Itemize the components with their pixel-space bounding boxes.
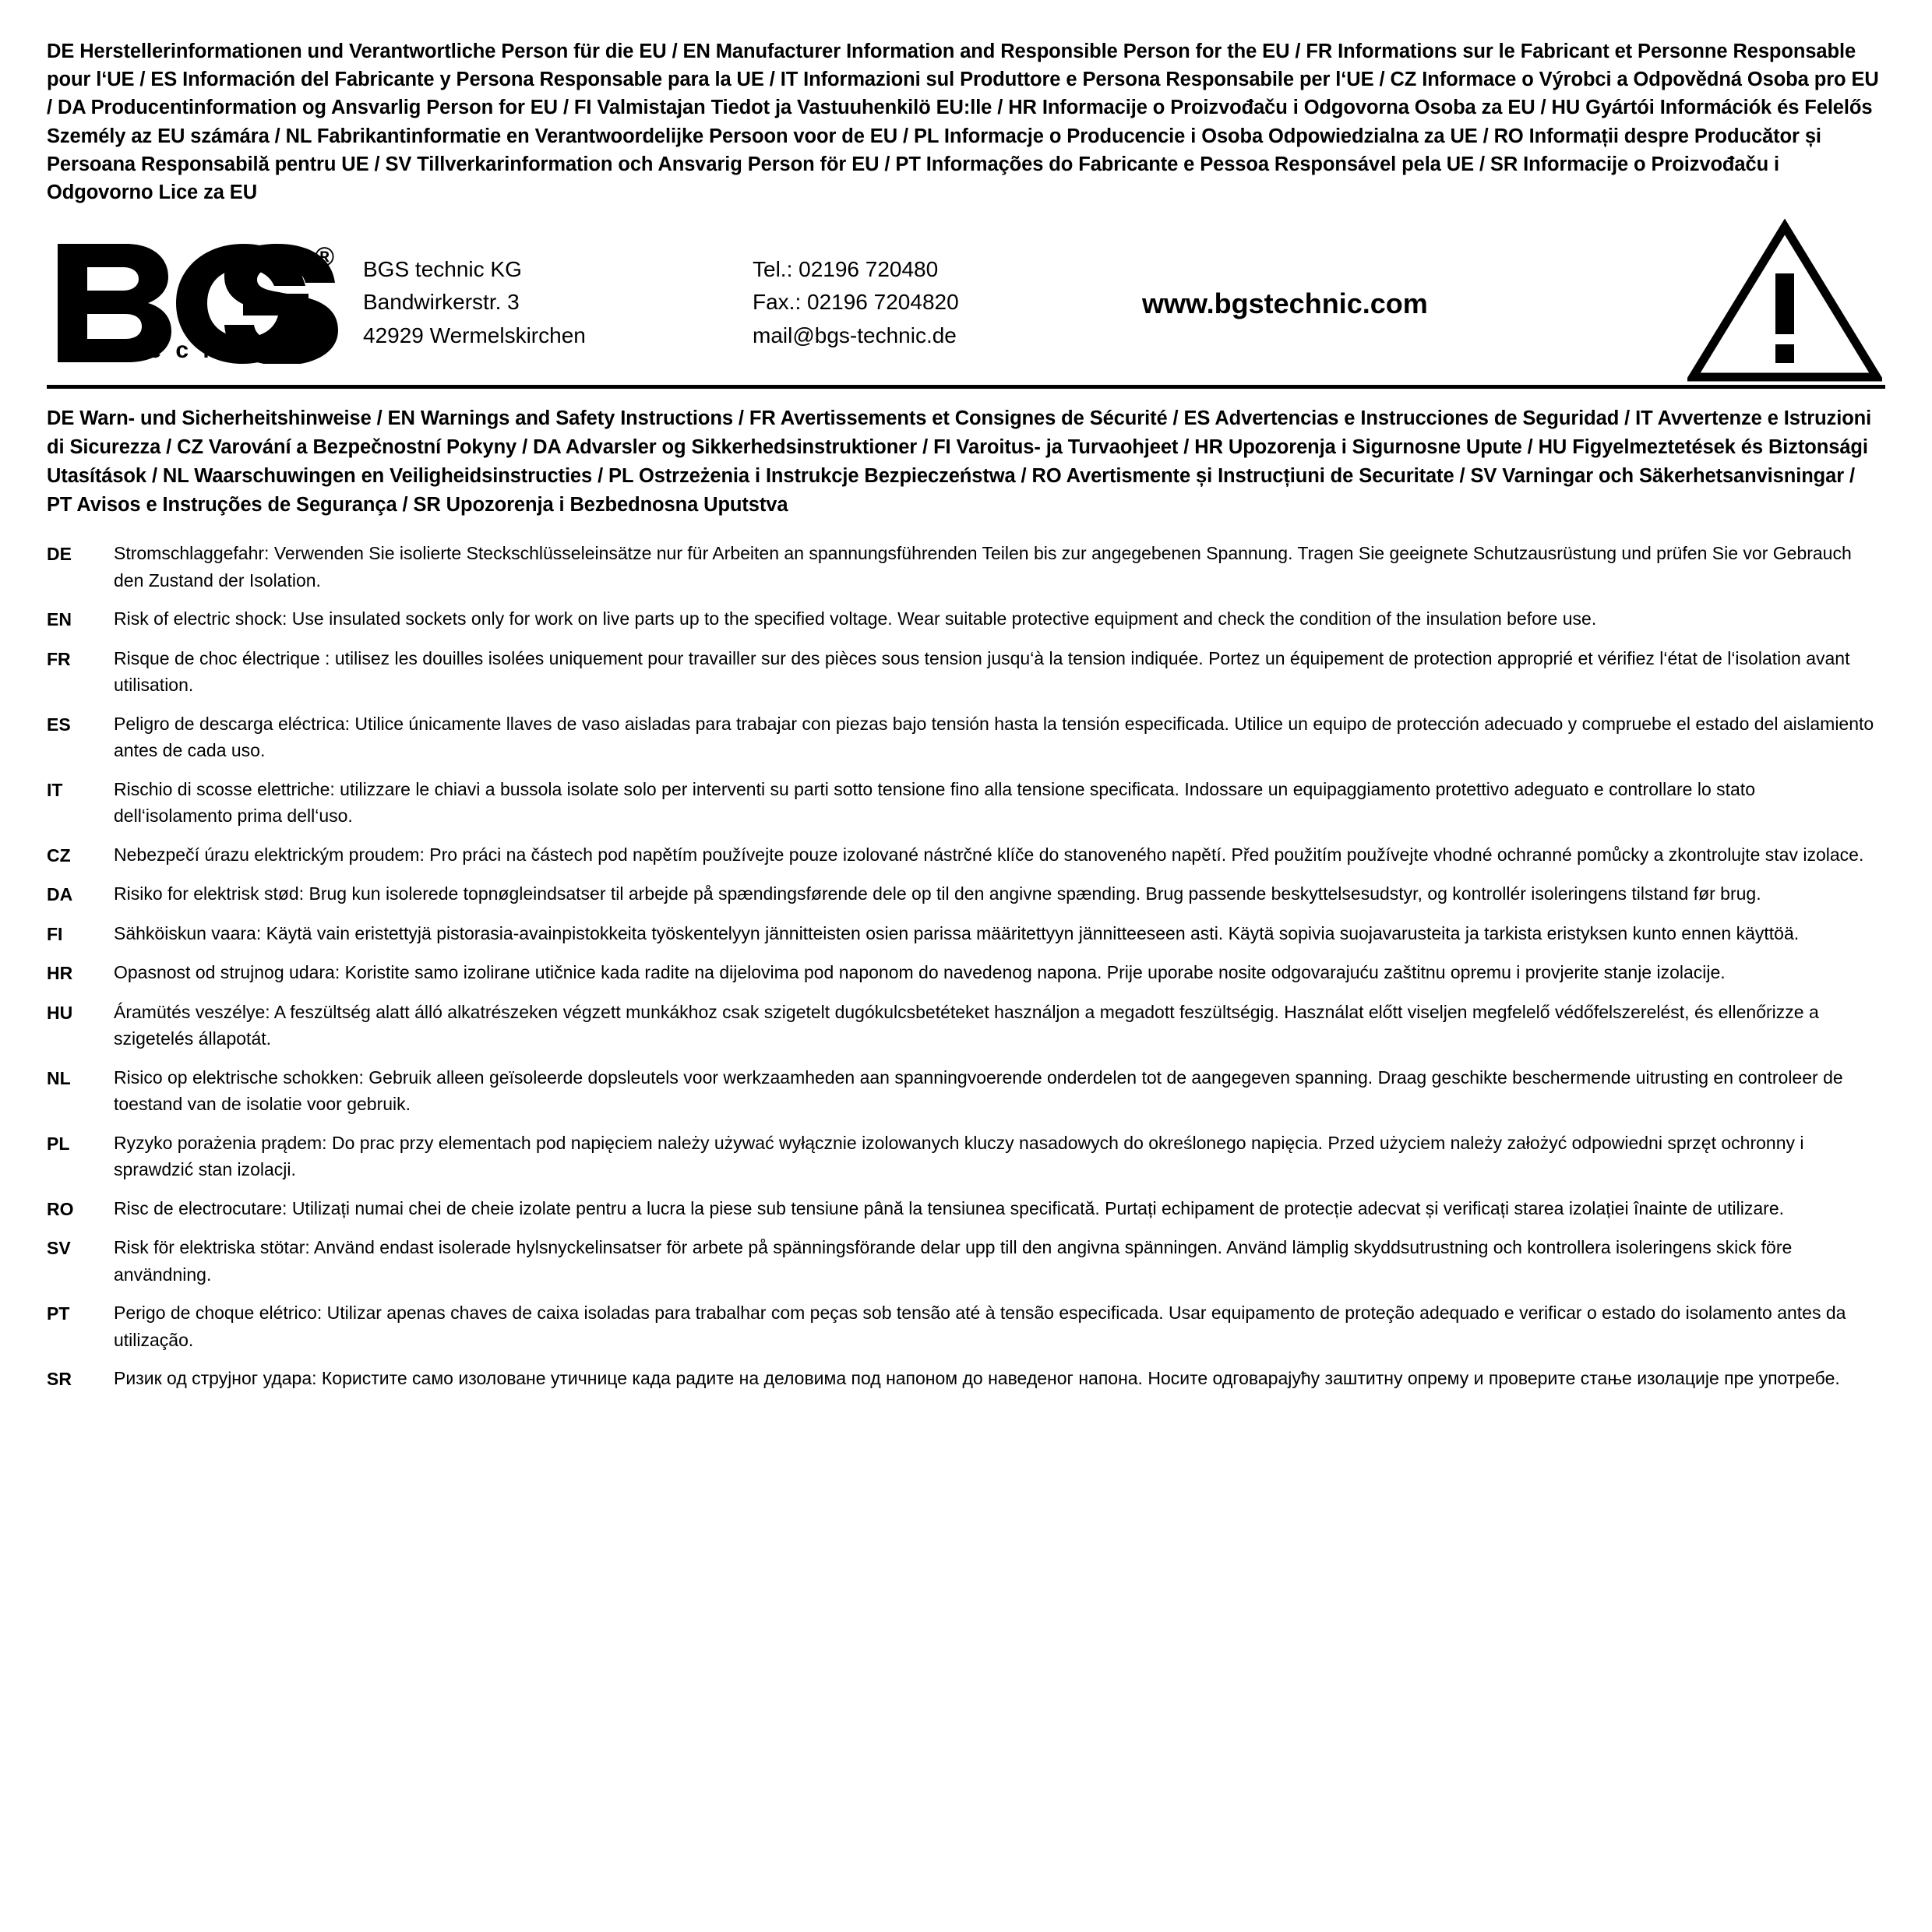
company-address — [363, 250, 753, 353]
list-item — [47, 710, 1885, 764]
language-code: FR — [47, 648, 71, 669]
list-item — [47, 1130, 1885, 1183]
list-item — [47, 841, 1885, 869]
warning-text: Risk of electric shock: Use insulated sockets only for work on live parts up to the specified voltage. Wear suitable protective equipment and check the condition of the insulation before use. — [114, 608, 1597, 629]
warnings-list — [47, 540, 1885, 1393]
language-code: PT — [47, 1303, 70, 1324]
safety-instructions-heading: DE Warn- und Sicherheitshinweise / EN Warnings and Safety Instructions / FR Avertissements et Consignes de Sécurité / ES Advertencias e Instrucciones de Seguridad / IT Avvertenze e Istruzioni di Sicurezza / CZ Varování a Bezpečnostní Pokyny / DA Advarsler og Sikkerhedsinstruktioner / FI Varoitus- ja Turvaohjeet / HR Upozorenja i Sigurnosne Upute / HU Figyelmeztetések és Biztonsági Utasítások / NL Waarschuwingen en Veiligheidsinstructies / PL Ostrzeżenia i Instrukcje Bezpieczeństwa / RO Avertismente și Instrucțiuni de Securitate / SV Varningar och Säkerhetsanvisningar / PT Avisos e Instruções de Segurança / SR Upozorenja i Bezbednosna Uputstva — [47, 407, 1872, 516]
language-code: ES — [47, 714, 71, 735]
language-code: DE — [47, 544, 72, 565]
warning-text: Risiko for elektrisk stød: Brug kun isolerede topnøgleindsatser til arbejde på spændingsførende dele op til den angivne spænding. Brug passende beskyttelsesudstyr, og kontrollér isoleringens tilstand før brug. — [114, 883, 1761, 904]
list-item — [47, 999, 1885, 1052]
company-email: mail@bgs-technic.de — [753, 323, 957, 347]
warning-text: Risico op elektrische schokken: Gebruik alleen geïsoleerde dopsleutels voor werkzaamheden aan spanningvoerende onderdelen tot de aangegeven spanning. Draag geschikte beschermende uitrusting en controleer de toestand van de isolatie voor gebruik. — [114, 1066, 1843, 1115]
company-contact — [753, 250, 1119, 353]
list-item — [47, 605, 1885, 633]
svg-text:t e c h n i c: t e c h n i c — [126, 337, 298, 363]
list-item — [47, 1299, 1885, 1353]
company-tel: Tel.: 02196 720480 — [753, 256, 939, 281]
warning-triangle — [1672, 217, 1885, 385]
company-city: 42929 Wermelskirchen — [363, 323, 586, 347]
language-code: HR — [47, 963, 73, 984]
list-item — [47, 645, 1885, 699]
warning-text: Sähköiskun vaara: Käytä vain eristettyjä pistorasia-avainpistokkeita työskentelyyn jännitteisten osien parissa määritettyyn jännitteeseen asti. Käytä sopivia suojavarusteita ja tarkista eristyksen kunto ennen käyttöä. — [114, 922, 1800, 943]
language-code: RO — [47, 1198, 74, 1219]
svg-text:®: ® — [315, 242, 335, 272]
language-code: DA — [47, 884, 73, 905]
company-fax: Fax.: 02196 7204820 — [753, 290, 959, 315]
warning-text: Stromschlaggefahr: Verwenden Sie isolierte Steckschlüsseleinsätze nur für Arbeiten an spannungsführenden Teilen bis zur angegebenen Spannung. Tragen Sie geeignete Schutzausrüstung und prüfen Sie vor Gebrauch den Zustand der Isolation. — [114, 543, 1852, 591]
list-item — [47, 920, 1885, 948]
list-item — [47, 776, 1885, 830]
list-item — [47, 1195, 1885, 1223]
list-item — [47, 540, 1885, 594]
warning-text: Risk för elektriska stötar: Använd endast isolerade hylsnyckelinsatser för arbete på spänningsförande delar upp till den angivna spänningen. Använd lämplig skyddsutrustning och kontrollera isoleringens skick före användning. — [114, 1237, 1793, 1285]
warning-text: Perigo de choque elétrico: Utilizar apenas chaves de caixa isoladas para trabalhar com peças sob tensão até à tensão especificada. Usar equipamento de proteção adequado e verificar o estado do isolamento antes da utilização. — [114, 1303, 1846, 1350]
warning-text: Risc de electrocutare: Utilizați numai chei de cheie izolate pentru a lucra la piese sub tensiune până la tensiunea specificată. Purtați echipament de protecție adecvat și verificați starea izolației înainte de utilizare. — [114, 1197, 1785, 1218]
warning-text: Opasnost od strujnog udara: Koristite samo izolirane utičnice kada radite na dijelovima pod naponom do navedenog napona. Prije uporabe nosite odgovarajuću zaštitnu opremu i provjerite stanje izolacije. — [114, 962, 1726, 983]
company-website: www.bgstechnic.com — [1142, 287, 1428, 319]
list-item — [47, 1365, 1885, 1393]
warning-text: Áramütés veszélye: A feszültség alatt álló alkatrészeken végzett munkákhoz csak szigetelt dugókulcsbetéteket használjon a megadott feszültségig. Használat előtt viseljen megfelelő védőfelszerelést, és ellenőrizze a szigetelés állapotát. — [114, 1001, 1819, 1049]
list-item — [47, 1064, 1885, 1118]
warning-text: Ризик од струјног удара: Користите само изоловане утичнице када радите на деловима под напоном до наведеног напона. Носите одговарајућу заштитну опрему и проверите стање изолације пре употребе. — [114, 1368, 1840, 1389]
language-code: NL — [47, 1067, 71, 1088]
list-item — [47, 959, 1885, 987]
company-info-band — [47, 217, 1885, 389]
warning-text: Peligro de descarga eléctrica: Utilice únicamente llaves de vaso aisladas para trabajar con piezas bajo tensión hasta la tensión especificada. Utilice un equipo de protección adecuado y compruebe el estado del aislamiento antes de cada uso. — [114, 713, 1874, 761]
language-code: SR — [47, 1369, 72, 1390]
language-code: CZ — [47, 844, 71, 866]
language-code: HU — [47, 1002, 73, 1023]
manufacturer-info-heading: DE Herstellerinformationen und Verantwortliche Person für die EU / EN Manufacturer Information and Responsible Person for the EU / FR Informations sur le Fabricant et Personne Responsable pour l‘UE / ES Información del Fabricante y Persona Responsable para la UE / IT Informazioni sul Produttore e Persona Responsabile per l‘UE / CZ Informace o Výrobci a Odpovědná Osoba pro EU / DA Producentinformation og Ansvarlig Person for EU / FI Valmistajan Tiedot ja Vastuuhenkilö EU:lle / HR Informacije o Proizvođaču i Odgovorna Osoba za EU / HU Gyártói Információk és Felelős Személy az EU számára / NL Fabrikantinformatie en Verantwoordelijke Persoon voor de EU / PL Informacje o Producencie i Osoba Odpowiedzialna za UE / RO Informații despre Producător și Persoana Responsabilă pentru UE / SV Tillverkarinformation och Ansvarig Person för EU / PT Informações do Fabricante e Pessoa Responsável pela UE / SR Informacije o Proizvođaču i Odgovorno Lice za EU — [47, 41, 1879, 204]
warning-text: Ryzyko porażenia prądem: Do prac przy elementach pod napięciem należy używać wyłącznie izolowanych kluczy nasadowych do określonego napięcia. Przed użyciem należy założyć odpowiedni sprzęt ochronny i sprawdzić stan izolacji. — [114, 1132, 1804, 1180]
language-code: IT — [47, 779, 63, 800]
warning-text: Risque de choc électrique : utilisez les douilles isolées uniquement pour travailler sur des pièces sous tension jusqu‘à la tension indiquée. Portez un équipement de protection approprié et vérifiez l‘état de l‘isolation avant utilisation. — [114, 647, 1850, 696]
bgs-logo — [47, 239, 363, 364]
language-code: FI — [47, 923, 63, 944]
bgs-logo-icon — [51, 239, 355, 364]
company-street: Bandwirkerstr. 3 — [363, 290, 520, 315]
company-name: BGS technic KG — [363, 256, 522, 281]
language-code: EN — [47, 609, 72, 630]
warning-text: Rischio di scosse elettriche: utilizzare le chiavi a bussola isolate solo per interventi su parti sotto tensione fino alla tensione specificata. Indossare un equipaggiamento protettivo adeguato e controllare lo stato dell‘isolamento prima dell‘uso. — [114, 778, 1755, 827]
list-item — [47, 1234, 1885, 1288]
list-item — [47, 880, 1885, 908]
language-code: PL — [47, 1133, 70, 1154]
language-code: SV — [47, 1238, 71, 1259]
warning-text: Nebezpečí úrazu elektrickým proudem: Pro práci na částech pod napětím používejte pouze izolované nástrčné klíče do stanoveného napětí. Před použitím používejte vhodné ochranné pomůcky a zkontrolujte stav izolace. — [114, 844, 1864, 865]
warning-triangle-icon — [1687, 217, 1882, 385]
